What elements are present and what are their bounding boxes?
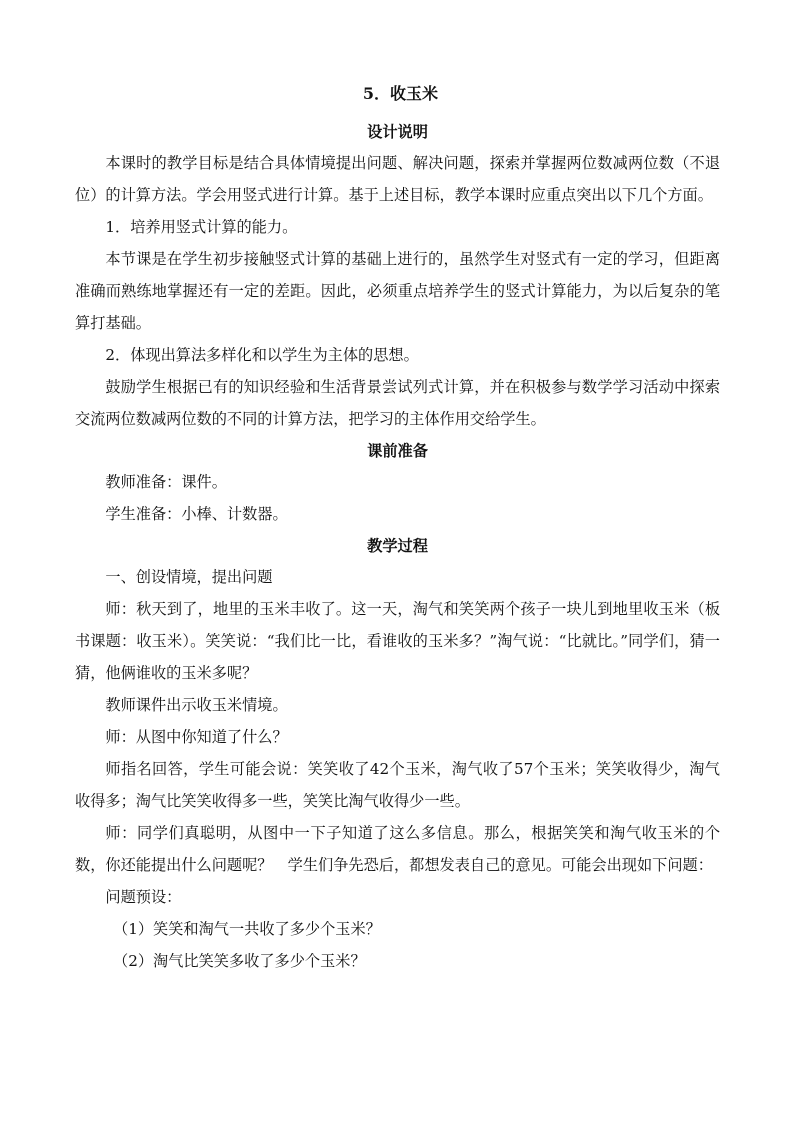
design-intro: 本课时的教学目标是结合具体情境提出问题、解决问题，探索并掌握两位数减两位数（不退位）的计算方法。学会用竖式进行计算。基于上述目标，教学本课时应重点突出以下几个方面。 (75, 154, 720, 204)
question-2: （2）淘气比笑笑多收了多少个玉米？ (113, 952, 366, 970)
process-paragraph-5: 师：同学们真聪明，从图中一下子知道了这么多信息。那么，根据笑笑和淘气收玉米的个数，你还能提出什么问题呢？ 学生们争先恐后，都想发表自己的意见。可能会出现如下问题： (75, 824, 720, 874)
prep-student: 学生准备：小棒、计数器。 (105, 505, 288, 523)
section-heading-process: 教学过程 (367, 537, 428, 555)
process-paragraph-3: 师：从图中你知道了什么？ (105, 728, 288, 746)
section-heading-prep: 课前准备 (367, 442, 428, 460)
document-page (75, 78, 720, 977)
section-heading-design: 设计说明 (367, 123, 428, 141)
design-point-2-title: 2．体现出算法多样化和以学生为主体的思想。 (105, 346, 419, 364)
process-paragraph-2: 教师课件出示收玉米情境。 (105, 696, 288, 714)
lesson-title: 5．收玉米 (362, 84, 439, 103)
design-point-1-title: 1．培养用竖式计算的能力。 (105, 218, 298, 236)
design-point-2-body: 鼓励学生根据已有的知识经验和生活背景尝试列式计算，并在积极参与数学学习活动中探索交流两位数减两位数的不同的计算方法，把学习的主体作用交给学生。 (75, 378, 720, 428)
question-1: （1）笑笑和淘气一共收了多少个玉米？ (113, 920, 381, 938)
process-step-1: 一、创设情境，提出问题 (105, 568, 273, 586)
design-point-1-body: 本节课是在学生初步接触竖式计算的基础上进行的，虽然学生对竖式有一定的学习，但距离准确而熟练地掌握还有一定的差距。因此，必须重点培养学生的竖式计算能力，为以后复杂的笔算打基础。 (75, 250, 720, 332)
process-paragraph-4: 师指名回答，学生可能会说：笑笑收了42个玉米，淘气收了57个玉米；笑笑收得少，淘气收得多；淘气比笑笑收得多一些，笑笑比淘气收得少一些。 (75, 760, 720, 810)
process-paragraph-1: 师：秋天到了，地里的玉米丰收了。这一天，淘气和笑笑两个孩子一块儿到地里收玉米（板书课题：收玉米）。笑笑说：“我们比一比，看谁收的玉米多？”淘气说：“比就比。”同学们，猜一猜，他俩谁收的玉米多呢？ (75, 600, 720, 682)
prep-teacher: 教师准备：课件。 (105, 473, 227, 491)
question-preset-label: 问题预设： (105, 888, 182, 906)
